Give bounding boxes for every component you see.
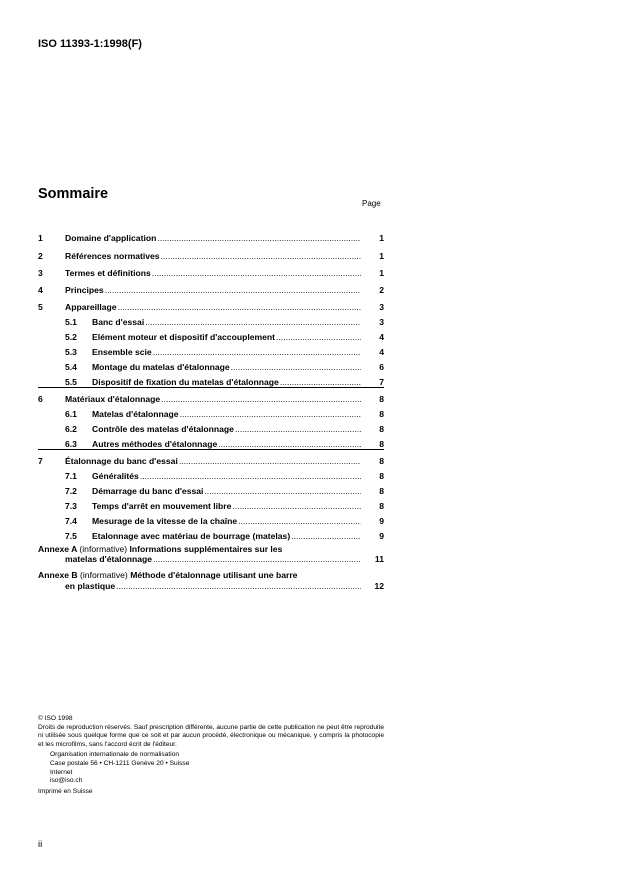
toc-entry-title: Domaine d'application	[65, 233, 157, 244]
toc-leader-dots	[118, 302, 361, 312]
toc-leader-dots	[153, 554, 361, 565]
toc-entry-number: 5.2	[65, 332, 77, 343]
toc-entry-page: 3	[379, 317, 384, 328]
toc-leader-dots	[145, 317, 361, 327]
toc-leader-dots	[232, 501, 361, 511]
toc-subentry[interactable]	[38, 466, 384, 481]
toc-leader-dots	[231, 362, 361, 372]
toc-entry-page: 3	[379, 302, 384, 313]
toc-entry-number: 5	[38, 302, 43, 313]
toc-entry-page: 8	[379, 500, 384, 511]
toc-entry-page: 1	[379, 233, 384, 244]
toc-leader-dots	[140, 471, 361, 481]
publisher-postal: Case postale 56 • CH-1211 Genève 20 • Suisse	[50, 759, 190, 767]
toc-subentry[interactable]	[38, 526, 384, 541]
toc-subentry[interactable]	[38, 481, 384, 496]
copyright-block	[38, 715, 384, 796]
toc-entry-page: 2	[379, 285, 384, 296]
toc-entry-page: 9	[379, 515, 384, 526]
internet-label: Internet	[50, 768, 73, 776]
toc-subentry[interactable]	[38, 372, 384, 387]
toc-entry-number: 5.3	[65, 347, 77, 358]
toc-entry-page: 8	[379, 394, 384, 405]
annex-title-line1: Méthode d'étalonnage utilisant une barre	[130, 570, 298, 581]
publisher-address	[50, 751, 384, 785]
toc-entry-number: 7.3	[65, 500, 77, 511]
toc-entry-page: 4	[379, 347, 384, 358]
toc-leader-dots	[105, 285, 361, 295]
toc-entry-title: Banc d'essai	[92, 317, 145, 328]
annex-title-line2: matelas d'étalonnage	[65, 554, 153, 565]
toc-entry-number: 6.1	[65, 409, 77, 420]
annex-page: 11	[374, 554, 384, 565]
toc-entry[interactable]	[38, 261, 384, 278]
toc-entry[interactable]	[38, 226, 384, 243]
toc-entry-number: 5.5	[65, 376, 77, 387]
toc-entry-title: Autres méthodes d'étalonnage	[92, 438, 218, 449]
toc-entry-title: Termes et définitions	[65, 267, 151, 278]
toc-subentry[interactable]	[38, 434, 384, 449]
toc-entry-title: Dispositif de fixation du matelas d'étalonnage	[92, 376, 279, 387]
toc-entry[interactable]	[38, 387, 384, 404]
toc-entry-number: 7.5	[65, 530, 77, 541]
toc-leader-dots	[161, 394, 361, 404]
toc-subentry[interactable]	[38, 327, 384, 342]
toc-leader-dots	[218, 439, 361, 449]
toc-leader-dots	[153, 347, 361, 357]
toc-title: Sommaire	[38, 186, 109, 202]
annex-label: Annexe B	[38, 570, 78, 581]
copyright-notice: Droits de reproduction réservés. Sauf prescription différente, aucune partie de cette publication ne peut être reproduite ni utilisée sous quelque forme que ce soit et par aucun procédé, électronique ou mécanique, y compris la photocopie et les microfilms, sans l'accord écrit de l'éditeur.	[38, 723, 384, 748]
toc-entry-page: 8	[379, 409, 384, 420]
toc-leader-dots	[161, 251, 361, 261]
publisher-org: Organisation internationale de normalisation	[50, 751, 180, 759]
annex-title-line1: Informations supplémentaires sur les	[129, 543, 283, 554]
publisher-internet	[50, 769, 384, 786]
toc-annex-a[interactable]	[38, 544, 384, 566]
toc-entry-number: 7	[38, 456, 43, 467]
toc-subentry[interactable]	[38, 511, 384, 526]
toc-entry[interactable]	[38, 278, 384, 295]
toc-entry-title: Références normatives	[65, 250, 160, 261]
toc-entry-page: 7	[379, 376, 384, 387]
document-id: ISO 11393-1:1998(F)	[38, 38, 142, 50]
page-number: ii	[38, 839, 43, 850]
toc-leader-dots	[180, 409, 361, 419]
toc-entry-title: Montage du matelas d'étalonnage	[92, 362, 230, 373]
toc-entry-title: Ensemble scie	[92, 347, 152, 358]
toc-entry-title: Etalonnage avec matériau de bourrage (matelas)	[92, 530, 291, 541]
copyright-line: © ISO 1998	[38, 715, 73, 722]
annex-type: (informative)	[79, 543, 128, 554]
toc-leader-dots	[235, 424, 361, 434]
toc-entry-number: 1	[38, 233, 43, 244]
toc-leader-dots	[152, 268, 361, 278]
toc-page-header: Page	[362, 199, 381, 208]
toc-entry-title: Elément moteur et dispositif d'accouplement	[92, 332, 276, 343]
toc-subentry[interactable]	[38, 496, 384, 511]
annex-label: Annexe A	[38, 543, 77, 554]
toc-entry-title: Généralités	[92, 471, 139, 482]
toc-entry-page: 6	[379, 362, 384, 373]
toc-entry[interactable]	[38, 295, 384, 312]
toc-entry-page: 4	[379, 332, 384, 343]
toc-entry-page: 8	[379, 485, 384, 496]
toc-entry-title: Matériaux d'étalonnage	[65, 394, 161, 405]
toc-entry-number: 4	[38, 285, 43, 296]
toc-entry-number: 7.2	[65, 485, 77, 496]
toc-entry-page: 1	[379, 267, 384, 278]
toc-annex-b[interactable]	[38, 570, 384, 592]
toc-leader-dots	[280, 377, 361, 387]
toc-leader-dots	[291, 531, 361, 541]
toc-entry-title: Démarrage du banc d'essai	[92, 485, 204, 496]
toc-entry-number: 2	[38, 250, 43, 261]
toc-subentry[interactable]	[38, 342, 384, 357]
toc-entry-page: 9	[379, 530, 384, 541]
toc-leader-dots	[179, 456, 361, 466]
toc-subentry[interactable]	[38, 404, 384, 419]
toc-entry-number: 5.1	[65, 317, 77, 328]
toc-entry-title: Étalonnage du banc d'essai	[65, 456, 178, 467]
toc-subentry[interactable]	[38, 419, 384, 434]
toc-entry-number: 6.3	[65, 438, 77, 449]
toc-entry-title: Principes	[65, 285, 104, 296]
toc-entry-number: 7.4	[65, 515, 77, 526]
printed-in: Imprimé en Suisse	[38, 787, 93, 795]
toc-entry-title: Temps d'arrêt en mouvement libre	[92, 500, 232, 511]
toc-entry-page: 1	[379, 250, 384, 261]
toc-entry-page: 8	[379, 424, 384, 435]
toc-leader-dots	[276, 332, 361, 342]
toc-leader-dots	[157, 233, 361, 243]
toc-entry-number: 6	[38, 394, 43, 405]
annex-title-line2: en plastique	[65, 581, 116, 592]
toc-entry-page: 8	[379, 471, 384, 482]
toc-entry-number: 5.4	[65, 362, 77, 373]
toc-entry-number: 6.2	[65, 424, 77, 435]
toc-entry[interactable]	[38, 243, 384, 260]
toc-entry-number: 7.1	[65, 471, 77, 482]
toc-leader-dots	[238, 516, 361, 526]
toc-entry-title: Matelas d'étalonnage	[92, 409, 179, 420]
toc-entry-number: 3	[38, 267, 43, 278]
annex-type: (informative)	[80, 570, 128, 581]
toc-subentry[interactable]	[38, 357, 384, 372]
toc-leader-dots	[204, 486, 361, 496]
toc-subentry[interactable]	[38, 312, 384, 327]
table-of-contents	[38, 226, 384, 592]
toc-entry-title: Appareillage	[65, 302, 117, 313]
toc-entry-page: 8	[379, 456, 384, 467]
toc-leader-dots	[116, 581, 361, 592]
internet-email[interactable]: iso@iso.ch	[50, 777, 83, 785]
toc-entry-title: Mesurage de la vitesse de la chaîne	[92, 515, 238, 526]
toc-entry[interactable]	[38, 449, 384, 466]
toc-entry-page: 8	[379, 438, 384, 449]
toc-entry-title: Contrôle des matelas d'étalonnage	[92, 424, 234, 435]
annex-page: 12	[374, 581, 384, 592]
